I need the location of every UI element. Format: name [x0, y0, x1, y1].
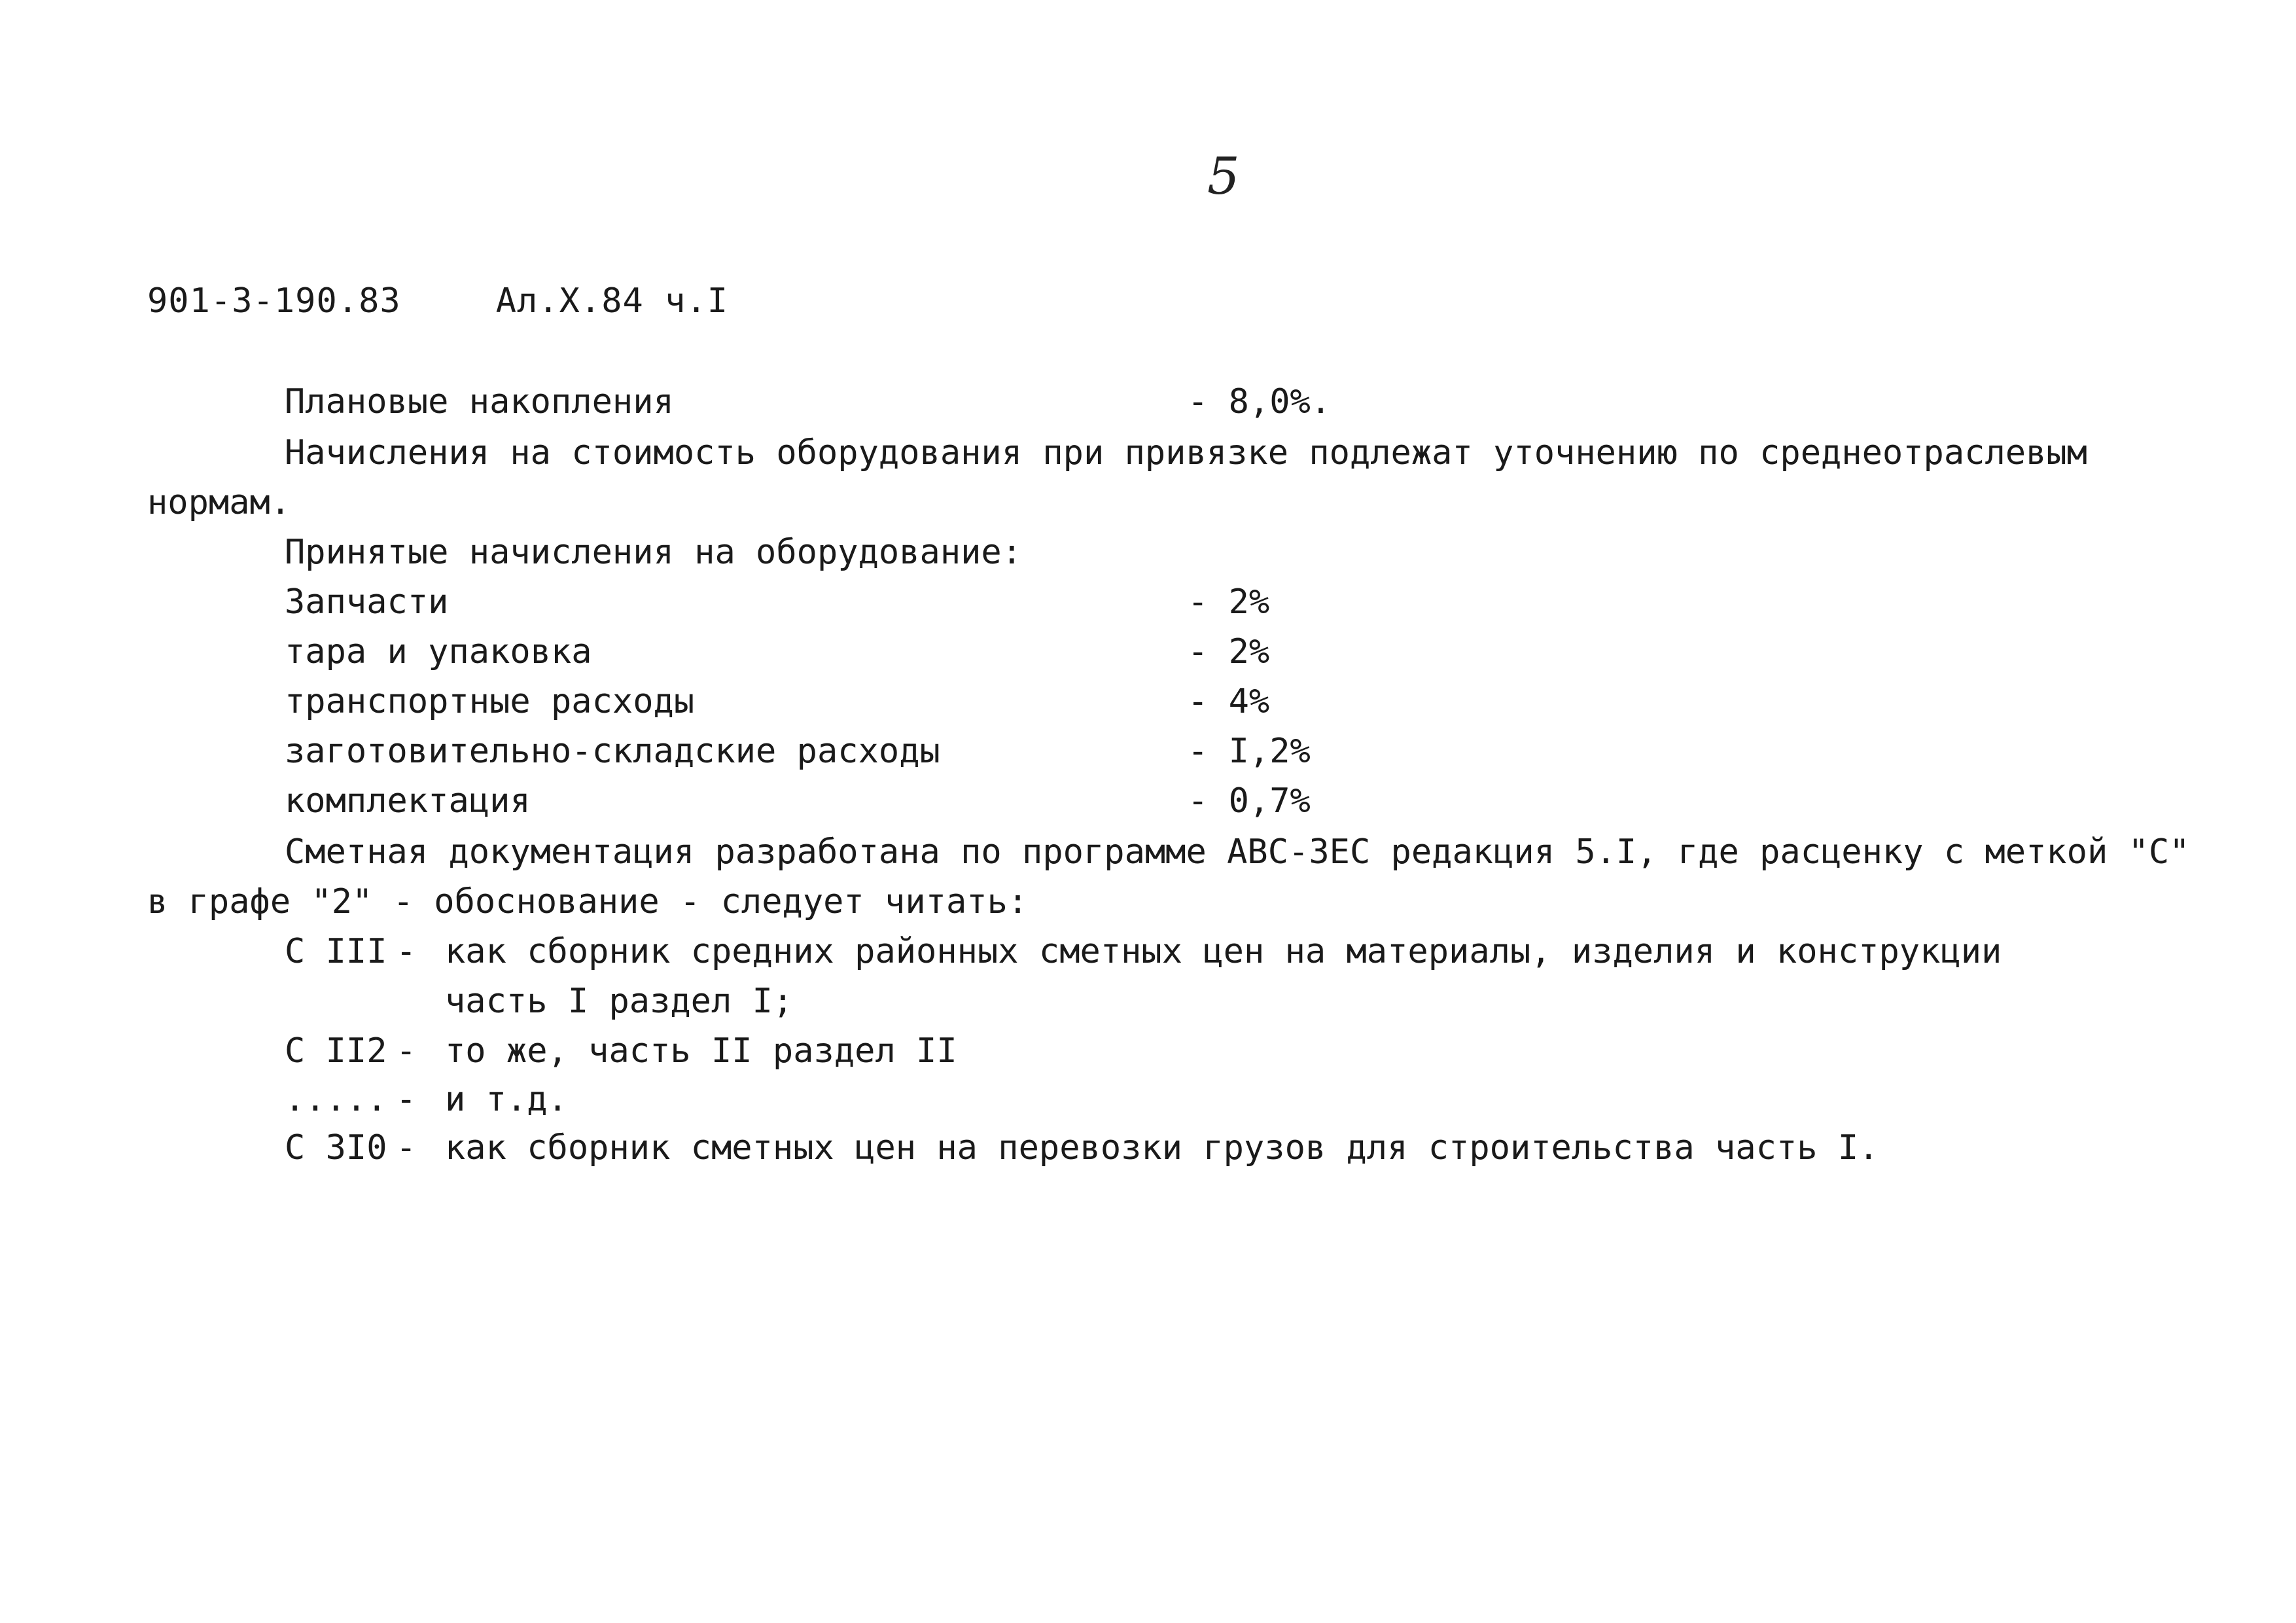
accrual-item-value: - 0,7% [1188, 781, 1311, 821]
accrual-item-label: транспортные расходы [285, 682, 695, 721]
code-text: и т.д. [445, 1080, 568, 1119]
accrual-item-label: заготовительно-складские расходы [285, 732, 940, 771]
code-label: С II2 [285, 1031, 387, 1071]
code-dash: - [396, 932, 417, 971]
equipment-note-line2: нормам. [147, 483, 291, 522]
accepted-accruals-title: Принятые начисления на оборудование: [285, 533, 1023, 572]
accrual-item-value: - 2% [1188, 632, 1270, 671]
equipment-note-line1: Начисления на стоимость оборудования при привязке подлежат уточнению по среднеотраслевым [285, 433, 2087, 473]
accrual-item-label: Запчасти [285, 582, 449, 622]
accrual-item-label: комплектация [285, 781, 531, 821]
sheet-reference: Ал.X.84 ч.I [495, 281, 729, 321]
document-header [147, 281, 728, 321]
program-note-line2: в графе "2" - обоснование - следует читать: [147, 882, 1029, 921]
code-label: С III [285, 932, 387, 971]
accrual-item-value: - I,2% [1188, 732, 1311, 771]
planned-accruals-label: Плановые накопления [285, 382, 674, 421]
doc-code: 901-3-190.83 [147, 281, 401, 321]
code-text: то же, часть II раздел II [445, 1031, 957, 1071]
code-label: С 3I0 [285, 1128, 387, 1168]
handwritten-page-number: 5 [1207, 147, 1240, 206]
code-dash: - [396, 1128, 417, 1168]
planned-accruals-value: - 8,0%. [1188, 382, 1332, 421]
code-entry [285, 1080, 568, 1119]
code-entry [285, 932, 2002, 971]
accrual-item-label: тара и упаковка [285, 632, 592, 671]
code-entry [285, 1031, 957, 1071]
code-text: как сборник сметных цен на перевозки грузов для строительства часть I. [445, 1128, 1879, 1168]
code-text: как сборник средних районных сметных цен на материалы, изделия и конструкции [445, 932, 2002, 971]
accrual-item-value: - 2% [1188, 582, 1270, 622]
code-dash: - [396, 1080, 417, 1119]
code-dash: - [396, 1031, 417, 1071]
code-entry-continuation: часть I раздел I; [445, 982, 794, 1021]
code-entry [285, 1128, 1879, 1168]
accrual-item-value: - 4% [1188, 682, 1270, 721]
program-note-line1: Сметная документация разработана по программе АВС-3ЕС редакция 5.I, где расценку с меткой "С" [285, 832, 2190, 872]
code-label: ..... [285, 1080, 387, 1119]
